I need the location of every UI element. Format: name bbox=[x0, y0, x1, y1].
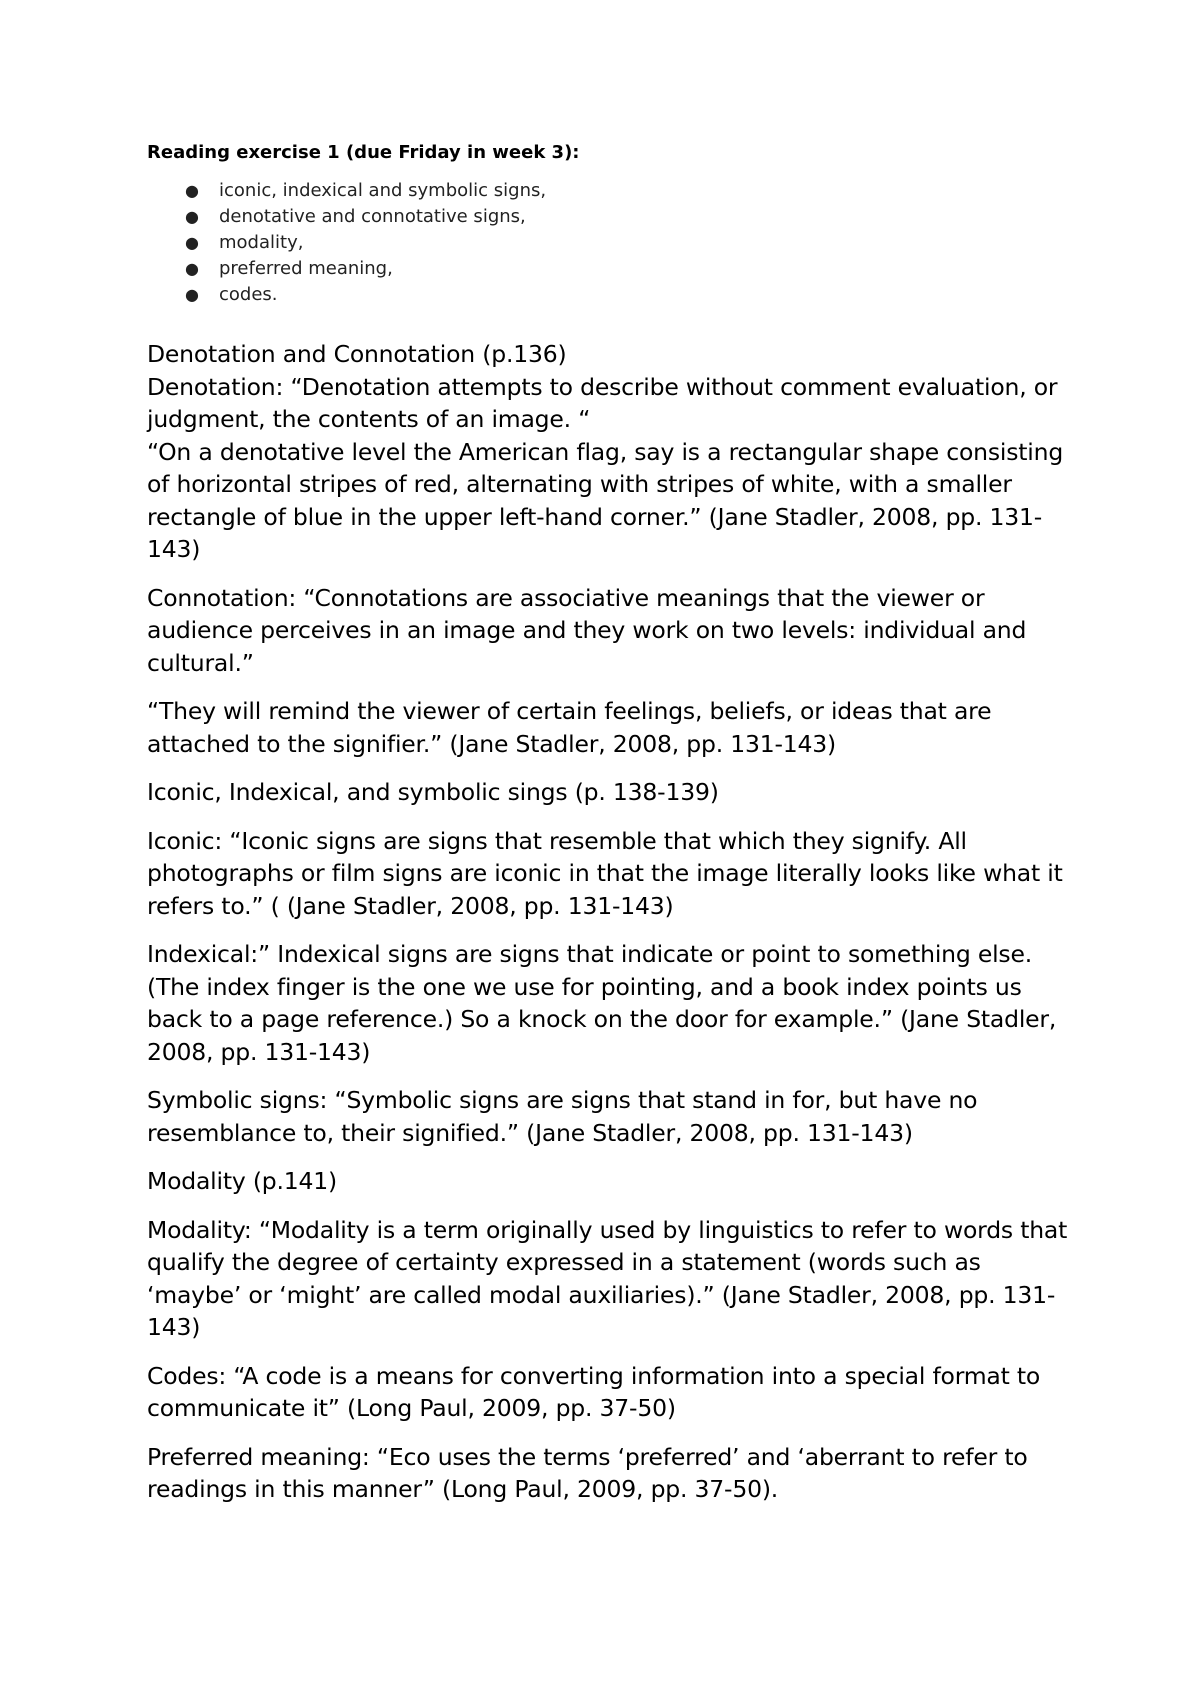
topic-list bbox=[147, 178, 1077, 308]
list-item: ● codes. bbox=[147, 282, 1077, 308]
bullet-icon: ● bbox=[185, 259, 199, 278]
paragraph-denotation: Denotation: “Denotation attempts to describe without comment evaluation, or judgment, the contents of an image. “ bbox=[147, 372, 1058, 433]
bullet-icon: ● bbox=[185, 285, 199, 304]
list-item: ● modality, bbox=[147, 230, 1077, 256]
list-item: ● preferred meaning, bbox=[147, 256, 1077, 282]
section-heading-modality: Modality (p.141) bbox=[147, 1167, 337, 1195]
document-page bbox=[147, 140, 1077, 1522]
bullet-icon: ● bbox=[185, 207, 199, 226]
paragraph-modality: Modality: “Modality is a term originally used by linguistics to refer to words that qualify the degree of certainty expressed in a statement (words such as ‘maybe’ or ‘might’ are called modal auxiliaries).” (Jane Stadler, 2008, pp. 131-143) bbox=[147, 1215, 1068, 1341]
paragraph-iconic: Iconic: “Iconic signs are signs that resemble that which they signify. All photographs or film signs are iconic in that the image literally looks like what it refers to.” ( (Jane Stadler, 2008, pp. 131-143) bbox=[147, 826, 1063, 920]
list-item: ● iconic, indexical and symbolic signs, bbox=[147, 178, 1077, 204]
paragraph-flag-quote: “On a denotative level the American flag, say is a rectangular shape consisting of horizontal stripes of red, alternating with stripes of white, with a smaller rectangle of blue in the upper left-hand corner.” (Jane Stadler, 2008, pp. 131-143) bbox=[147, 437, 1064, 563]
section-heading-denotation: Denotation and Connotation (p.136) bbox=[147, 340, 567, 368]
exercise-heading: Reading exercise 1 (due Friday in week 3): bbox=[147, 142, 580, 163]
list-item: ● denotative and connotative signs, bbox=[147, 204, 1077, 230]
paragraph-codes: Codes: “A code is a means for converting information into a special format to communicate it” (Long Paul, 2009, pp. 37-50) bbox=[147, 1361, 1041, 1422]
paragraph-connotation: Connotation: “Connotations are associative meanings that the viewer or audience perceives in an image and they work on two levels: individual and cultural.” bbox=[147, 583, 1027, 677]
bullet-icon: ● bbox=[185, 181, 199, 200]
bullet-icon: ● bbox=[185, 233, 199, 252]
paragraph-indexical: Indexical:” Indexical signs are signs that indicate or point to something else. (The index finger is the one we use for pointing, and a book index points us back to a page reference.) So a knock on the door for example.” (Jane Stadler, 2008, pp. 131-143) bbox=[147, 940, 1057, 1066]
paragraph-preferred-meaning: Preferred meaning: “Eco uses the terms ‘preferred’ and ‘aberrant to refer to readings in this manner” (Long Paul, 2009, pp. 37-50). bbox=[147, 1442, 1028, 1503]
paragraph-connotation-quote: “They will remind the viewer of certain feelings, beliefs, or ideas that are attached to the signifier.” (Jane Stadler, 2008, pp. 131-143) bbox=[147, 697, 992, 758]
paragraph-symbolic: Symbolic signs: “Symbolic signs are signs that stand in for, but have no resemblance to, their signified.” (Jane Stadler, 2008, pp. 131-143) bbox=[147, 1086, 978, 1147]
section-heading-signs: Iconic, Indexical, and symbolic sings (p. 138-139) bbox=[147, 778, 719, 806]
